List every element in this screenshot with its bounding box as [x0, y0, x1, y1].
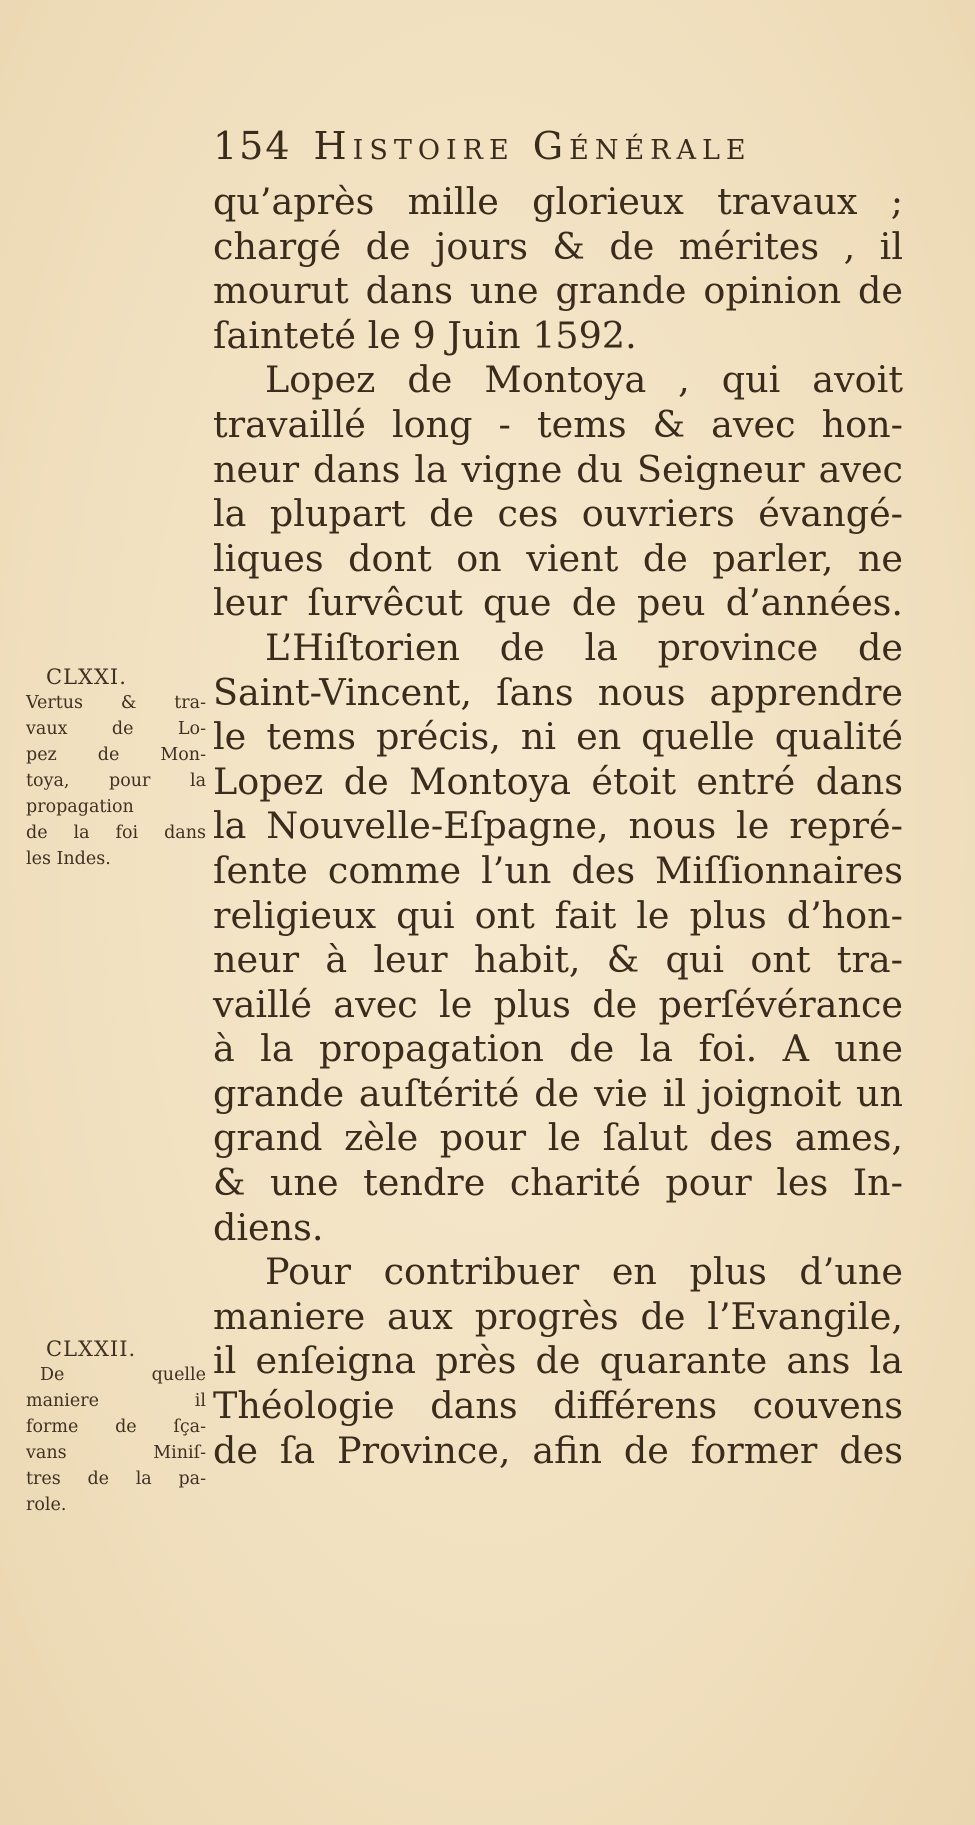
margin-note-number: CLXXI. — [46, 665, 127, 689]
margin-note-number: CLXXII. — [46, 1337, 137, 1361]
text-line: liques dont on vient de parler, ne — [213, 536, 903, 580]
text-line: mourut dans une grande opinion de — [213, 269, 903, 313]
text-line: Saint-Vincent, ſans nous apprendre — [213, 670, 903, 714]
text-line: il enſeigna près de quarante ans la — [213, 1339, 903, 1383]
text-line: ſainteté le 9 Juin 1592. — [213, 313, 637, 357]
margin-note-line: de la foi dans — [26, 823, 206, 843]
text-line: maniere aux progrès de l’Evangile, — [213, 1294, 903, 1338]
margin-note-line: forme de ſça- — [26, 1417, 206, 1437]
text-line: & une tendre charité pour les In- — [213, 1161, 903, 1205]
text-line: Lopez de Montoya étoit entré dans — [213, 759, 903, 803]
running-title: Histoire Générale — [313, 124, 752, 168]
text-line: grande auſtérité de vie il joignoit un — [213, 1071, 903, 1115]
text-line: Pour contribuer en plus d’une — [265, 1250, 903, 1294]
margin-note-line: propagation — [26, 797, 134, 817]
running-header — [213, 124, 873, 180]
margin-note-line: tres de la pa- — [26, 1469, 206, 1489]
text-line: leur ſurvêcut que de peu d’années. — [213, 581, 903, 625]
text-line: ſente comme l’un des Miſſionnaires — [213, 848, 903, 892]
margin-note-clxxi — [26, 664, 206, 872]
text-line: le tems précis, ni en quelle qualité — [213, 715, 903, 759]
margin-note-clxxii — [26, 1336, 206, 1518]
text-line: religieux qui ont fait le plus d’hon- — [213, 893, 903, 937]
margin-note-line: vaux de Lo- — [26, 719, 206, 739]
margin-note-line: role. — [26, 1495, 67, 1515]
page-number: 154 — [213, 124, 292, 168]
text-line: de ſa Province, afin de former des — [213, 1428, 903, 1472]
text-line: travaillé long - tems & avec hon- — [213, 402, 903, 446]
text-line: grand zèle pour le ſalut des ames, — [213, 1116, 903, 1160]
text-line: neur à leur habit, & qui ont tra- — [213, 938, 903, 982]
text-line: diens. — [213, 1205, 324, 1249]
text-line: Théologie dans différens couvens — [213, 1384, 903, 1428]
text-line: chargé de jours & de mérites , il — [213, 224, 903, 268]
text-line: neur dans la vigne du Seigneur avec — [213, 447, 903, 491]
margin-note-line: pez de Mon- — [26, 745, 206, 765]
margin-note-line: toya, pour la — [26, 771, 206, 791]
text-line: Lopez de Montoya , qui avoit — [265, 358, 903, 402]
text-line: qu’après mille glorieux travaux ; — [213, 180, 903, 223]
text-line: la Nouvelle-Eſpagne, nous le repré- — [213, 804, 903, 848]
margin-note-line: maniere il — [26, 1391, 206, 1411]
margin-note-line: les Indes. — [26, 849, 111, 869]
text-line: la plupart de ces ouvriers évangé- — [213, 492, 903, 536]
margin-note-line: De quelle — [40, 1365, 206, 1385]
body-text — [213, 180, 903, 1473]
text-line: vaillé avec le plus de perſévérance — [213, 982, 903, 1026]
text-line: à la propagation de la foi. A une — [213, 1027, 903, 1071]
margin-note-line: Vertus & tra- — [26, 693, 206, 713]
margin-note-line: vans Miniſ- — [26, 1443, 206, 1463]
text-line: L’Hiſtorien de la province de — [265, 625, 903, 669]
